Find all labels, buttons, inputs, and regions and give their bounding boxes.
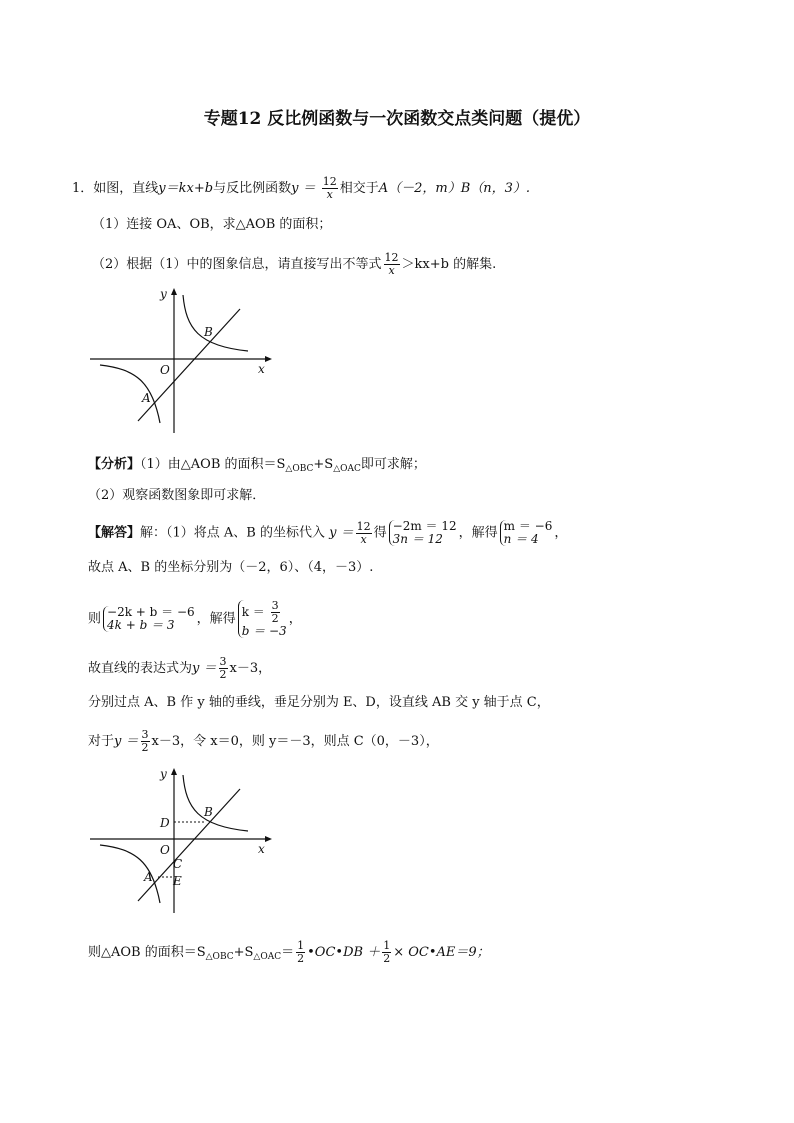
label-o: O — [160, 363, 170, 377]
solution-line-5: 分别过点 A、B 作 y 轴的垂线，垂足分别为 E、D，设直线 AB 交 y 轴于点 C， — [88, 695, 550, 710]
hyperbola-branch-2 — [100, 365, 160, 423]
label-y: y — [160, 767, 167, 781]
analysis-line-1: 【分析】（1）由△AOB 的面积$=S_{\triangle OBC}+S_{\triangle OAC}$即可求解； — [88, 457, 426, 474]
analysis-line-2: （2）观察函数图象即可求解． — [88, 488, 266, 503]
solution-line-1: 【解答】解：（1）将点 A、B 的坐标代入 y ＝ $\frac{12}{x}$ 得 −2m ＝ 12 3n ＝ 12 ，解得 m ＝ −6 n ＝ 4 ， — [88, 519, 568, 546]
label-a: A — [144, 870, 153, 884]
label-e: E — [173, 874, 182, 888]
label-b: B — [204, 805, 213, 819]
hyperbola-branch-1 — [183, 775, 248, 831]
label-x: x — [258, 362, 265, 376]
label-y: y — [160, 287, 167, 301]
analysis-tag: 【分析】 — [88, 457, 141, 472]
question-part-2: （2）根据（1）中的图象信息，请直接写出不等式 $\frac{12}{x}$ ＞kx+b 的解集. — [92, 251, 497, 277]
solution-line-6: 对于y ＝ $\frac{3}{2}$ x－3，令 x＝0，则 y＝－3，则点 C（0，－3）， — [88, 728, 439, 754]
equation-system-4: k ＝ $\frac{3}{2}$ b ＝ −3 — [238, 600, 287, 638]
line-ab — [138, 789, 240, 901]
figure-2 — [80, 763, 280, 923]
label-o: O — [160, 843, 170, 857]
fraction-12-over-x: $\frac{12}{x}$ — [322, 175, 337, 201]
y-axis-arrow — [171, 768, 177, 775]
label-x: x — [258, 842, 265, 856]
x-axis-arrow — [265, 356, 272, 362]
label-a: A — [142, 391, 151, 405]
equation-system-1: −2m ＝ 12 3n ＝ 12 — [389, 520, 457, 546]
label-d: D — [160, 816, 170, 830]
label-b: B — [204, 325, 213, 339]
solution-line-7: 则△AOB 的面积$=S_{\triangle OBC}+S_{\triangle OAC}=$ $\frac{1}{2}$ •OC•DB ＋ $\frac{1}{2}$ × OC•AE＝9； — [88, 939, 490, 965]
question-number: 1． — [72, 181, 94, 196]
label-c: C — [173, 857, 183, 871]
question-part-1: （1）连接 OA、OB，求△AOB 的面积； — [92, 217, 332, 232]
line-ab — [138, 309, 240, 421]
hyperbola-branch-1 — [183, 295, 248, 351]
x-axis-arrow — [265, 836, 272, 842]
solution-tag: 【解答】 — [88, 525, 141, 541]
y-axis-arrow — [171, 288, 177, 295]
equation-system-2: m ＝ −6 n ＝ 4 — [500, 520, 553, 546]
solution-line-3: 则 −2k + b ＝ −6 4k + b ＝ 3 ，解得 k ＝ $\frac{3}{2}$ b ＝ −3 ， — [88, 599, 302, 638]
page-title: 专题12 反比例函数与一次函数交点类问题（提优） — [203, 109, 591, 129]
question-stem: 1．如图，直线y＝kx+b与反比例函数y ＝ $\frac{12}{x}$ 相交于A（－2，m）B（n，3）. — [72, 175, 531, 201]
solution-line-2: 故点 A、B 的坐标分别为（－2，6）、（4，－3）. — [88, 560, 374, 575]
solution-line-4: 故直线的表达式为y ＝ $\frac{3}{2}$ x－3， — [88, 655, 272, 681]
equation-system-3: −2k + b ＝ −6 4k + b ＝ 3 — [103, 606, 195, 632]
figure-1 — [80, 283, 280, 443]
